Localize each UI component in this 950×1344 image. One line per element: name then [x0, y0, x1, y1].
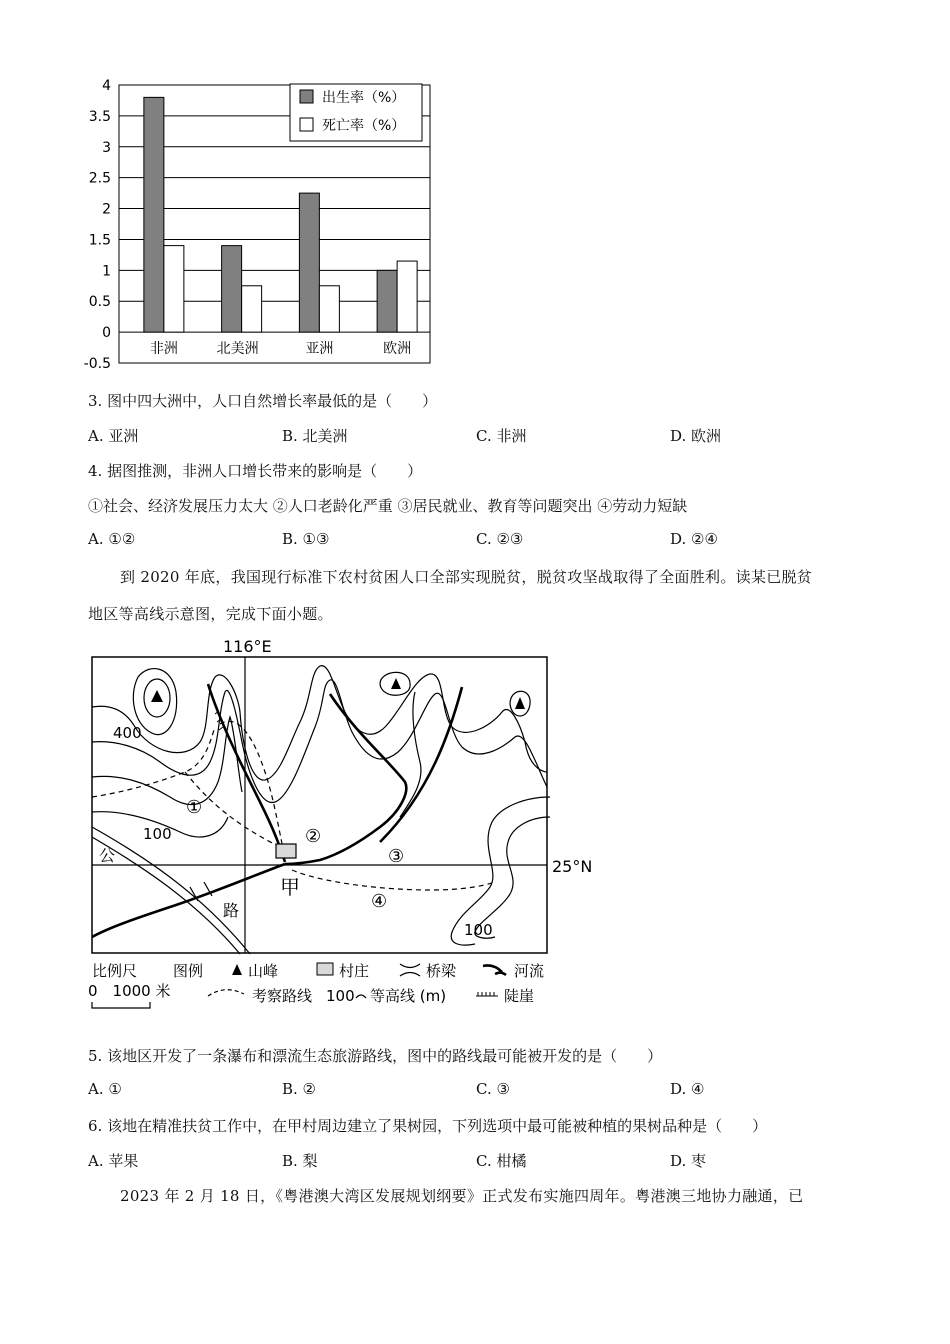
intro-paragraph-2-line-2: 地区等高线示意图，完成下面小题。 [88, 605, 333, 623]
chart-y-tick-label: 1.5 [88, 232, 111, 249]
q6-option-c: C. 柑橘 [476, 1152, 527, 1170]
chart-y-tick-label: -0.5 [83, 356, 111, 372]
q3-option-d: D. 欧洲 [670, 427, 722, 445]
chart-y-ticks [84, 78, 111, 372]
legend-route-label: 考察路线 [252, 987, 313, 1005]
legend-route-icon [208, 990, 244, 996]
question-4-stem: 4. 据图推测，非洲人口增长带来的影响是（ ） [88, 462, 423, 480]
bar-birth-rate-1 [222, 246, 242, 332]
village-label: 甲 [280, 875, 300, 899]
q4-option-d: D. ②④ [670, 530, 718, 548]
chart-y-tick-label: 4 [102, 78, 111, 94]
legend-swatch-birth [300, 90, 313, 103]
contour-label-100-right: 100 [464, 921, 493, 939]
road-label-gong: 公 [99, 846, 116, 865]
legend-contour-value: 100 [326, 987, 355, 1005]
q4-option-c: C. ②③ [476, 530, 524, 548]
q3-option-a: A. 亚洲 [88, 427, 139, 445]
chart-x-label-0: 非洲 [149, 341, 178, 357]
bar-birth-rate-2 [299, 193, 319, 332]
legend-label-birth: 出生率（%） [322, 90, 406, 106]
intro-paragraph-3-line-1: 2023 年 2 月 18 日，《粤港澳大湾区发展规划纲要》正式发布实施四周年。粤港澳三地协力融通，已 [120, 1187, 804, 1205]
legend-village-label: 村庄 [339, 962, 370, 980]
chart-y-tick-label: 3 [102, 139, 111, 156]
village-symbol [276, 844, 296, 858]
bar-death-rate-1 [242, 286, 262, 332]
q4-option-b: B. ①③ [282, 530, 330, 548]
chart-x-labels [150, 341, 411, 357]
chart-y-tick-label: 3.5 [88, 108, 111, 125]
question-5-stem: 5. 该地区开发了一条瀑布和漂流生态旅游路线，图中的路线最可能被开发的是（ ） [88, 1047, 663, 1065]
contour-label-400: 400 [113, 724, 142, 742]
contour-map [80, 632, 620, 1012]
q6-option-a: A. 苹果 [88, 1152, 139, 1170]
legend-river-label: 河流 [514, 962, 545, 980]
chart-y-tick-label: 0 [102, 325, 111, 342]
legend-cliff-icon [476, 992, 498, 996]
q6-option-b: B. 梨 [282, 1152, 318, 1170]
legend-contour-icon [356, 995, 366, 998]
legend-scale-bar [92, 1002, 150, 1008]
question-3-stem: 3. 图中四大洲中，人口自然增长率最低的是（ ） [88, 392, 438, 410]
legend-river-icon [483, 965, 506, 975]
longitude-label: 116°E [223, 637, 272, 656]
intro-paragraph-2-line-1: 到 2020 年底，我国现行标准下农村贫困人口全部实现脱贫，脱贫攻坚战取得了全面胜利。读某已脱贫 [120, 568, 813, 586]
route-label-1: ① [186, 797, 203, 818]
chart-y-tick-label: 2 [102, 201, 111, 218]
legend-bridge-label: 桥梁 [426, 962, 457, 980]
chart-y-tick-label: 0.5 [88, 294, 111, 311]
chart-x-label-3: 欧洲 [383, 341, 412, 357]
bar-birth-rate-3 [377, 270, 397, 332]
legend-bridge-icon [400, 964, 420, 976]
legend-peak-icon [232, 964, 242, 975]
q5-option-b: B. ② [282, 1080, 317, 1098]
map-legend [88, 962, 544, 1008]
question-4-statements: ①社会、经济发展压力太大 ②人口老龄化严重 ③居民就业、教育等问题突出 ④劳动力短缺 [88, 497, 688, 515]
question-6-stem: 6. 该地在精准扶贫工作中，在甲村周边建立了果树园，下列选项中最可能被种植的果树品种是（ ） [88, 1117, 768, 1135]
latitude-label: 25°N [552, 857, 593, 876]
contour-label-100-left: 100 [143, 825, 172, 843]
legend-title: 图例 [173, 962, 204, 980]
route-label-3: ③ [388, 846, 405, 867]
legend-label-death: 死亡率（%） [322, 118, 406, 134]
bar-chart [80, 70, 450, 380]
q5-option-d: D. ④ [670, 1080, 705, 1098]
legend-village-icon [317, 963, 333, 975]
legend-cliff-label: 陡崖 [504, 987, 535, 1005]
legend-swatch-death [300, 118, 313, 131]
q5-option-c: C. ③ [476, 1080, 510, 1098]
bar-death-rate-0 [164, 246, 184, 332]
route-label-4: ④ [371, 891, 388, 912]
q4-option-a: A. ①② [88, 530, 136, 548]
chart-legend [290, 84, 422, 141]
legend-contour-label: 等高线 (m) [370, 987, 447, 1005]
legend-scale-title: 比例尺 [92, 962, 138, 980]
q5-option-a: A. ① [88, 1080, 122, 1098]
chart-y-tick-label: 2.5 [88, 170, 111, 187]
chart-y-tick-label: 1 [102, 263, 111, 280]
route-label-2: ② [305, 826, 322, 847]
q3-option-c: C. 非洲 [476, 427, 527, 445]
legend-scale-value: 0 1000 米 [88, 982, 171, 1000]
bar-birth-rate-0 [144, 97, 164, 332]
chart-x-label-2: 亚洲 [305, 341, 334, 357]
q6-option-d: D. 枣 [670, 1152, 707, 1170]
chart-x-label-1: 北美洲 [216, 341, 259, 357]
bar-death-rate-3 [397, 261, 417, 332]
bar-death-rate-2 [319, 286, 339, 332]
legend-peak-label: 山峰 [248, 962, 279, 980]
q3-option-b: B. 北美洲 [282, 427, 348, 445]
road-label-lu: 路 [223, 901, 240, 920]
